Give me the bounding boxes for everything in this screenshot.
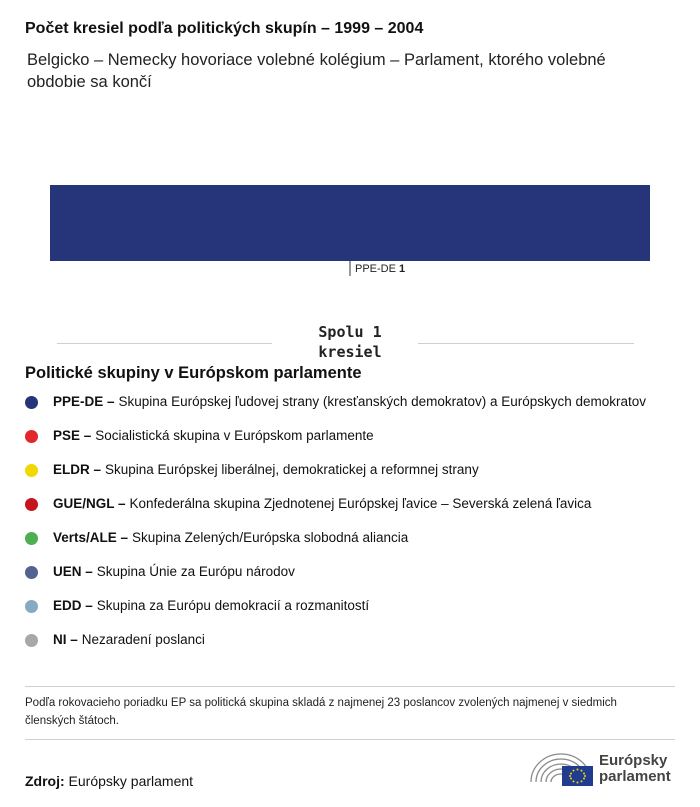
legend-abbr: GUE/NGL – bbox=[53, 496, 126, 511]
legend-dot bbox=[25, 566, 38, 579]
legend-desc: Skupina za Európu demokracií a rozmanitostí bbox=[96, 598, 370, 613]
legend-abbr: ELDR – bbox=[53, 462, 102, 477]
legend-abbr: Verts/ALE – bbox=[53, 530, 129, 545]
legend-abbr: PSE – bbox=[53, 428, 92, 443]
chart-subtitle: Belgicko – Nemecky hovoriace volebné kolégium – Parlament, ktorého volebné obdobie sa končí bbox=[27, 51, 606, 91]
chart-title: Počet kresiel podľa politických skupín – 1999 – 2004 bbox=[25, 20, 424, 37]
total-divider-left bbox=[57, 343, 272, 344]
logo-text-line1: Európsky bbox=[599, 752, 668, 769]
source bbox=[25, 771, 193, 791]
bar-segment-ppe-de bbox=[50, 185, 650, 261]
legend-desc: Konfederálna skupina Zjednotenej Európskej ľavice – Severská zelená ľavica bbox=[129, 496, 592, 511]
legend-desc: Skupina Európskej ľudovej strany (kresťanských demokratov) a Európskych demokratov bbox=[118, 394, 647, 409]
legend-item bbox=[25, 528, 695, 548]
logo-text-line2: parlament bbox=[599, 768, 671, 785]
legend-desc: Skupina Zelených/Európska slobodná aliancia bbox=[132, 530, 409, 545]
total-label-line1: Spolu 1 bbox=[318, 323, 382, 341]
seat-bar-chart bbox=[0, 170, 700, 280]
legend-abbr: PPE-DE – bbox=[53, 394, 115, 409]
legend-item bbox=[25, 494, 695, 514]
bar-label: PPE-DE 1 bbox=[355, 263, 406, 275]
total-label bbox=[290, 322, 410, 362]
legend-abbr: EDD – bbox=[53, 598, 93, 613]
legend-dot bbox=[25, 396, 38, 409]
legend-desc: Nezaradení poslanci bbox=[81, 632, 205, 647]
legend-dot bbox=[25, 430, 38, 443]
legend-dot bbox=[25, 498, 38, 511]
total-label-line2: kresiel bbox=[318, 343, 382, 361]
legend-item bbox=[25, 426, 695, 446]
footer-divider-top bbox=[25, 686, 675, 687]
legend-item bbox=[25, 392, 695, 412]
legend-dot bbox=[25, 634, 38, 647]
legend-abbr: UEN – bbox=[53, 564, 93, 579]
footer-divider-bottom bbox=[25, 739, 675, 740]
legend-desc: Skupina Európskej liberálnej, demokratickej a reformnej strany bbox=[105, 462, 479, 477]
source-label: Zdroj: bbox=[25, 773, 65, 789]
legend-dot bbox=[25, 532, 38, 545]
legend-dot bbox=[25, 464, 38, 477]
legend-item bbox=[25, 562, 695, 582]
legend-abbr: NI – bbox=[53, 632, 78, 647]
legend-item bbox=[25, 596, 695, 616]
logo-text bbox=[599, 753, 671, 785]
legend-title: Politické skupiny v Európskom parlamente bbox=[25, 364, 362, 382]
source-value: Európsky parlament bbox=[68, 773, 194, 789]
legend-item bbox=[25, 460, 695, 480]
footnote: Podľa rokovacieho poriadku EP sa politická skupina skladá z najmenej 23 poslancov zvolených najmenej v siedmich členských štátoch. bbox=[25, 697, 617, 727]
total-divider-right bbox=[418, 343, 634, 344]
legend-item bbox=[25, 630, 695, 650]
legend-desc: Socialistická skupina v Európskom parlamente bbox=[95, 428, 374, 443]
legend-desc: Skupina Únie za Európu národov bbox=[96, 564, 295, 579]
legend-dot bbox=[25, 600, 38, 613]
